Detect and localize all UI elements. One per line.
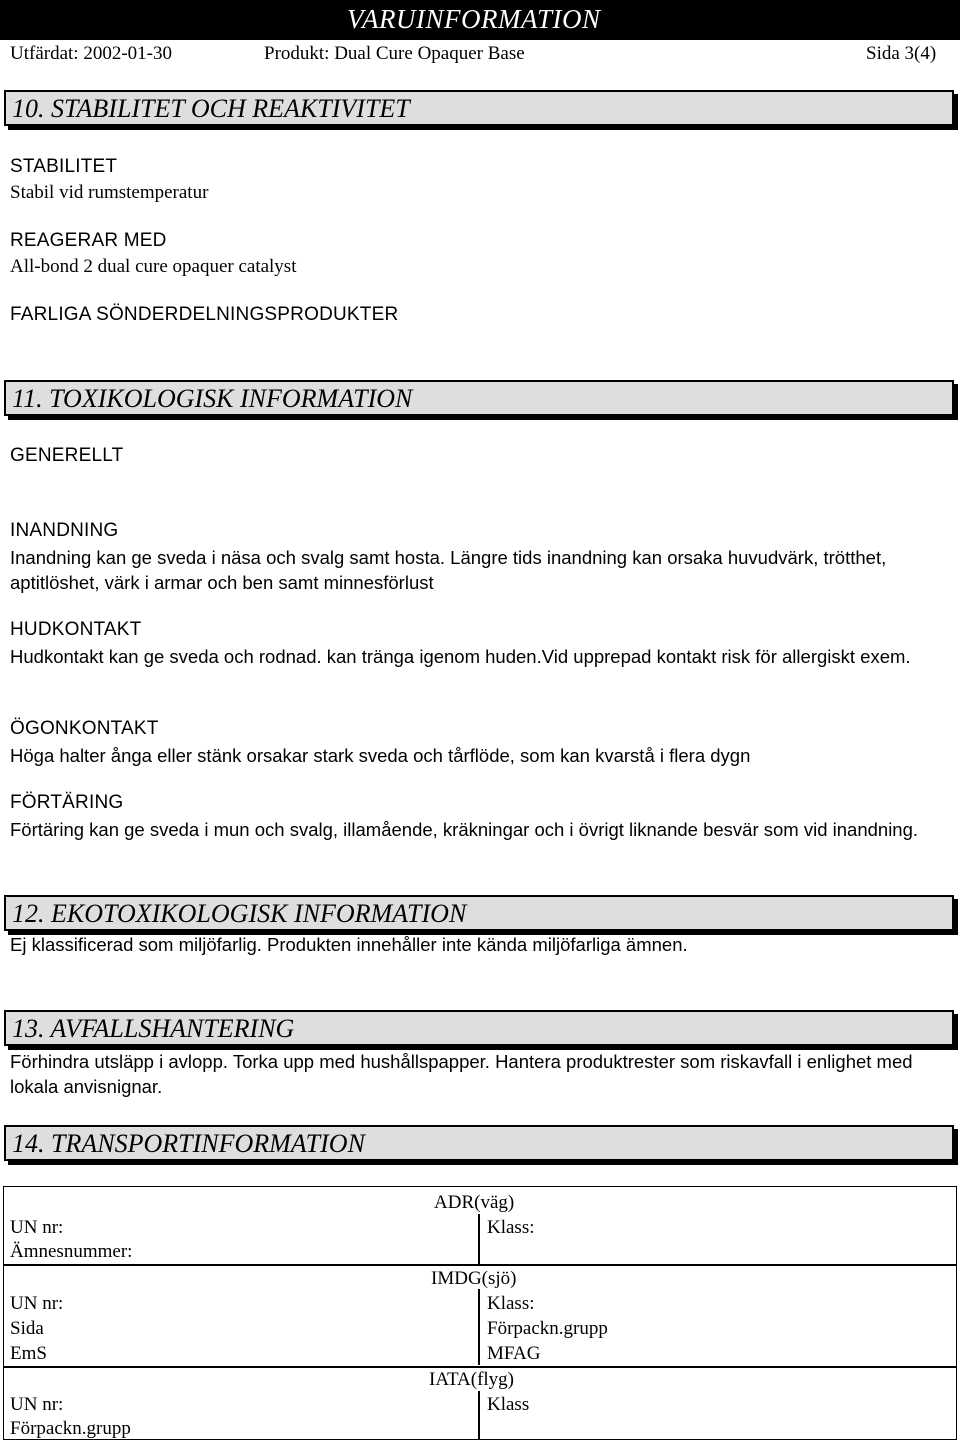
section-11-title: 11. TOXIKOLOGISK INFORMATION [12, 384, 413, 413]
adr-heading: ADR(väg) [434, 1192, 515, 1213]
inhalation-label: INANDNING [10, 520, 119, 541]
section-10-header [4, 90, 954, 126]
waste-text: Förhindra utsläpp i avlopp. Torka upp med hushållspapper. Hantera produktrester som riskavfall i enlighet med lokala anvisnignar. [10, 1051, 913, 1097]
page-number: Sida 3(4) [866, 43, 937, 64]
adr-substance-label: Ämnesnummer: [10, 1241, 133, 1262]
imdg-un-label: UN nr: [10, 1293, 64, 1314]
section-12-header [4, 895, 954, 931]
imdg-bottom-border [3, 1366, 957, 1368]
imdg-class-label: Klass: [487, 1293, 535, 1314]
issued-date: Utfärdat: 2002-01-30 [10, 43, 172, 64]
section-12-title: 12. EKOTOXIKOLOGISK INFORMATION [12, 899, 467, 928]
imdg-pack-label: Förpackn.grupp [487, 1318, 608, 1339]
transport-table [3, 1186, 957, 1440]
section-11-header [4, 380, 954, 416]
section-13-title: 13. AVFALLSHANTERING [12, 1014, 295, 1043]
section-13-header [4, 1010, 954, 1046]
decomposition-label: FARLIGA SÖNDERDELNINGSPRODUKTER [10, 304, 399, 325]
adr-class-label: Klass: [487, 1217, 535, 1238]
ingestion-text: Förtäring kan ge sveda i mun och svalg, illamående, kräkningar och i övrigt liknande besvär som vid inandning. [10, 819, 919, 840]
imdg-heading: IMDG(sjö) [431, 1268, 517, 1289]
inhalation-text: Inandning kan ge sveda i näsa och svalg samt hosta. Längre tids inandning kan orsaka huvudvärk, trötthet, aptitlöshet, värk i armar och ben samt minnesförlust [10, 547, 887, 593]
adr-bottom-border [3, 1264, 957, 1266]
iata-un-label: UN nr: [10, 1394, 64, 1415]
stability-text: Stabil vid rumstemperatur [10, 182, 209, 203]
skin-contact-label: HUDKONTAKT [10, 619, 142, 640]
adr-divider [478, 1214, 480, 1264]
ecotox-text: Ej klassificerad som miljöfarlig. Produkten innehåller inte kända miljöfarliga ämnen. [10, 934, 688, 955]
imdg-mfag-label: MFAG [487, 1343, 541, 1364]
imdg-ems-label: EmS [10, 1343, 47, 1364]
section-10-title: 10. STABILITET OCH REAKTIVITET [12, 94, 410, 123]
ingestion-label: FÖRTÄRING [10, 792, 124, 813]
imdg-page-label: Sida [10, 1318, 44, 1339]
iata-heading: IATA(flyg) [429, 1369, 515, 1390]
imdg-divider [478, 1289, 480, 1365]
stability-label: STABILITET [10, 156, 118, 177]
iata-class-label: Klass [487, 1394, 530, 1415]
eye-contact-label: ÖGONKONTAKT [10, 718, 159, 739]
general-label: GENERELLT [10, 445, 124, 466]
document-banner [0, 0, 960, 40]
iata-pack-label: Förpackn.grupp [10, 1418, 131, 1439]
section-14-title: 14. TRANSPORTINFORMATION [12, 1129, 365, 1158]
reacts-label: REAGERAR MED [10, 230, 167, 251]
reacts-text: All-bond 2 dual cure opaquer catalyst [10, 256, 297, 277]
product-name: Produkt: Dual Cure Opaquer Base [264, 43, 525, 64]
iata-divider [478, 1391, 480, 1440]
section-14-header [4, 1125, 954, 1161]
eye-contact-text: Höga halter ånga eller stänk orsakar stark sveda och tårflöde, som kan kvarstå i flera dygn [10, 745, 751, 766]
banner-title: VARUINFORMATION [347, 4, 601, 34]
skin-contact-text: Hudkontakt kan ge sveda och rodnad. kan tränga igenom huden.Vid upprepad kontakt risk för allergiskt exem. [10, 646, 911, 667]
adr-un-label: UN nr: [10, 1217, 64, 1238]
